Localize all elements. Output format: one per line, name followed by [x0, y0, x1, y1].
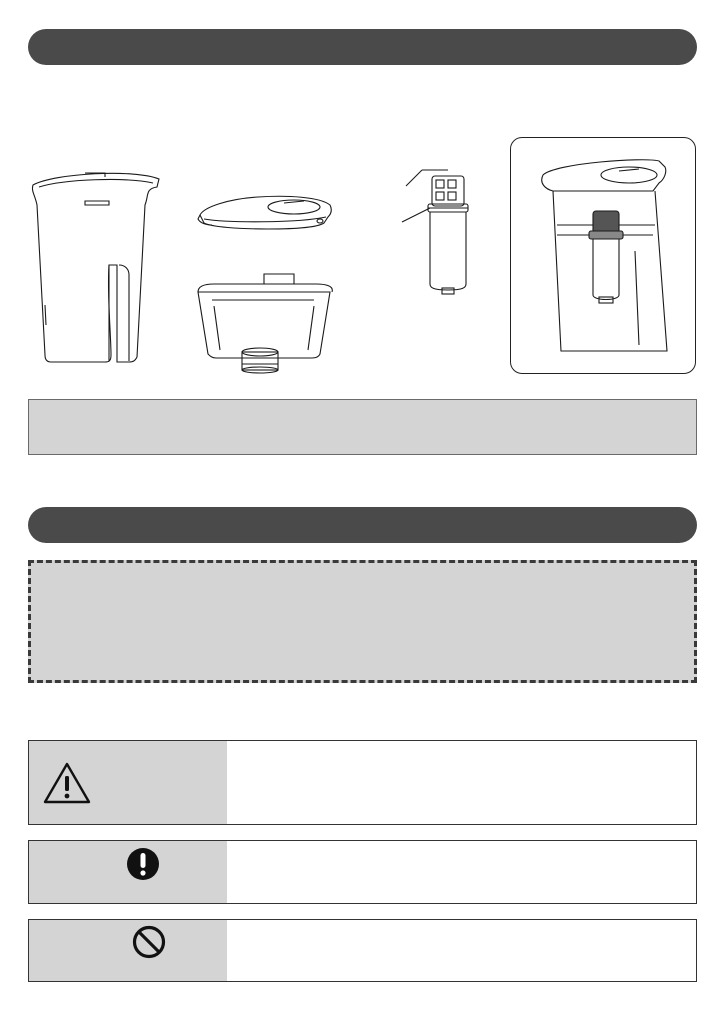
filter-cartridge-illustration: [400, 164, 480, 296]
warning-row: [28, 740, 697, 825]
warning-triangle-icon: [43, 761, 91, 805]
pitcher-body-illustration: [25, 165, 165, 370]
prohibition-icon: [132, 925, 166, 959]
prohibition-label-cell: [29, 920, 227, 981]
warning-label-cell: [29, 741, 227, 824]
reservoir-illustration: [194, 270, 339, 376]
mandatory-label-cell: [29, 841, 227, 903]
safety-notice-box: [28, 560, 697, 683]
section-header-bar-1: [28, 29, 697, 65]
mandatory-row: [28, 840, 697, 904]
section-header-bar-2: [28, 507, 697, 543]
lid-illustration: [198, 193, 334, 233]
note-box: [28, 399, 697, 455]
assembled-pitcher-illustration: [535, 155, 685, 355]
prohibition-row: [28, 919, 697, 982]
mandatory-exclamation-icon: [126, 847, 160, 881]
